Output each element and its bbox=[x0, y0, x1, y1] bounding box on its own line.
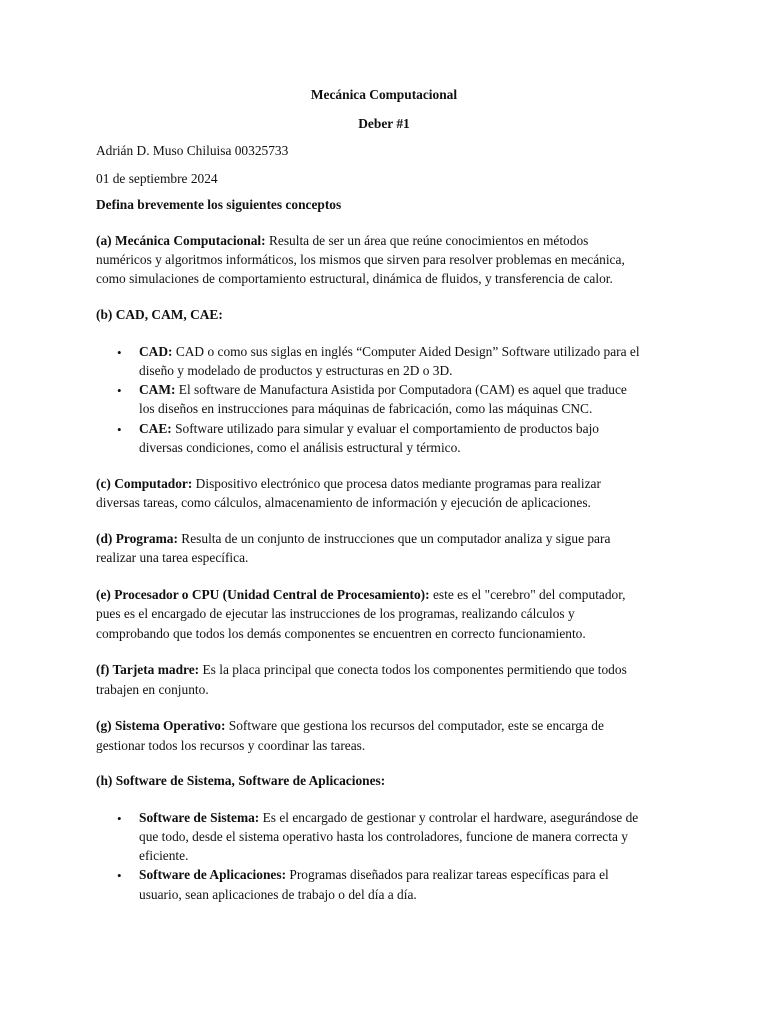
item-d-term: (d) Programa: bbox=[96, 531, 178, 546]
item-app-term: Software de Aplicaciones: bbox=[139, 867, 287, 882]
item-cad-line-1: CAD: CAD o como sus siglas en inglés “Computer Aided Design” Software utilizado para el bbox=[139, 344, 640, 359]
item-cad-term: CAD: bbox=[139, 344, 173, 359]
bullet: • bbox=[117, 345, 122, 360]
item-sys-term: Software de Sistema: bbox=[139, 810, 260, 825]
instruction-line: Defina brevemente los siguientes conceptos bbox=[96, 197, 342, 212]
item-sys-line-2: que todo, desde el sistema operativo hasta los controladores, funcione de manera correcta y bbox=[139, 829, 628, 844]
item-c-term: (c) Computador: bbox=[96, 476, 193, 491]
item-cad-line-2: diseño y modelado de productos y estructuras en 2D o 3D. bbox=[139, 363, 453, 378]
item-sys-line-3: eficiente. bbox=[139, 848, 189, 863]
document-subtitle: Deber #1 bbox=[358, 116, 410, 131]
item-cam-term: CAM: bbox=[139, 382, 176, 397]
item-g-term: (g) Sistema Operativo: bbox=[96, 718, 226, 733]
item-d-line-1: (d) Programa: Resulta de un conjunto de instrucciones que un computador analiza y sigue para bbox=[96, 531, 611, 546]
item-h-heading: (h) Software de Sistema, Software de Aplicaciones: bbox=[96, 773, 386, 788]
item-cae-term: CAE: bbox=[139, 421, 172, 436]
item-e-line-3: comprobando que todos los demás componentes se encuentren en correcto funcionamiento. bbox=[96, 626, 586, 641]
item-cam-line-1: CAM: El software de Manufactura Asistida por Computadora (CAM) es aquel que traduce bbox=[139, 382, 627, 397]
item-a-term: (a) Mecánica Computacional: bbox=[96, 233, 266, 248]
item-f-line-2: trabajen en conjunto. bbox=[96, 682, 209, 697]
item-a-line-2: numéricos y algoritmos informáticos, los mismos que sirven para resolver problemas en mecánica, bbox=[96, 252, 625, 267]
date-line: 01 de septiembre 2024 bbox=[96, 171, 218, 186]
item-c-line-2: diversas tareas, como cálculos, almacenamiento de información y ejecución de aplicaciones. bbox=[96, 495, 591, 510]
item-cae-line-1: CAE: Software utilizado para simular y evaluar el comportamiento de productos bajo bbox=[139, 421, 599, 436]
item-e-line-1: (e) Procesador o CPU (Unidad Central de Procesamiento): este es el "cerebro" del computador, bbox=[96, 587, 626, 602]
item-g-line-2: gestionar todos los recursos y coordinar las tareas. bbox=[96, 738, 366, 753]
item-app-line-1: Software de Aplicaciones: Programas diseñados para realizar tareas específicas para el bbox=[139, 867, 609, 882]
item-a-line-3: como simulaciones de comportamiento estructural, dinámica de fluidos, y transferencia de calor. bbox=[96, 271, 613, 286]
item-cae-line-2: diversas condiciones, como el análisis estructural y térmico. bbox=[139, 440, 461, 455]
bullet: • bbox=[117, 811, 122, 826]
item-e-term: (e) Procesador o CPU (Unidad Central de Procesamiento): bbox=[96, 587, 430, 602]
item-a-line-1: (a) Mecánica Computacional: Resulta de ser un área que reúne conocimientos en métodos bbox=[96, 233, 589, 248]
item-sys-line-1: Software de Sistema: Es el encargado de gestionar y controlar el hardware, asegurándose de bbox=[139, 810, 639, 825]
item-cam-line-2: los diseños en instrucciones para máquinas de fabricación, como las máquinas CNC. bbox=[139, 401, 593, 416]
author-line: Adrián D. Muso Chiluisa 00325733 bbox=[96, 143, 289, 158]
item-d-line-2: realizar una tarea específica. bbox=[96, 550, 249, 565]
item-g-line-1: (g) Sistema Operativo: Software que gestiona los recursos del computador, este se encarga de bbox=[96, 718, 604, 733]
item-e-line-2: pues es el encargado de ejecutar las instrucciones de los programas, realizando cálculos y bbox=[96, 606, 575, 621]
bullet: • bbox=[117, 868, 122, 883]
bullet: • bbox=[117, 422, 122, 437]
item-f-term: (f) Tarjeta madre: bbox=[96, 662, 200, 677]
document-title: Mecánica Computacional bbox=[310, 87, 458, 102]
item-f-line-1: (f) Tarjeta madre: Es la placa principal que conecta todos los componentes permitiendo que todos bbox=[96, 662, 627, 677]
item-app-line-2: usuario, sean aplicaciones de trabajo o del día a día. bbox=[139, 887, 417, 902]
bullet: • bbox=[117, 383, 122, 398]
item-b-heading: (b) CAD, CAM, CAE: bbox=[96, 307, 223, 322]
item-c-line-1: (c) Computador: Dispositivo electrónico que procesa datos mediante programas para realizar bbox=[96, 476, 601, 491]
